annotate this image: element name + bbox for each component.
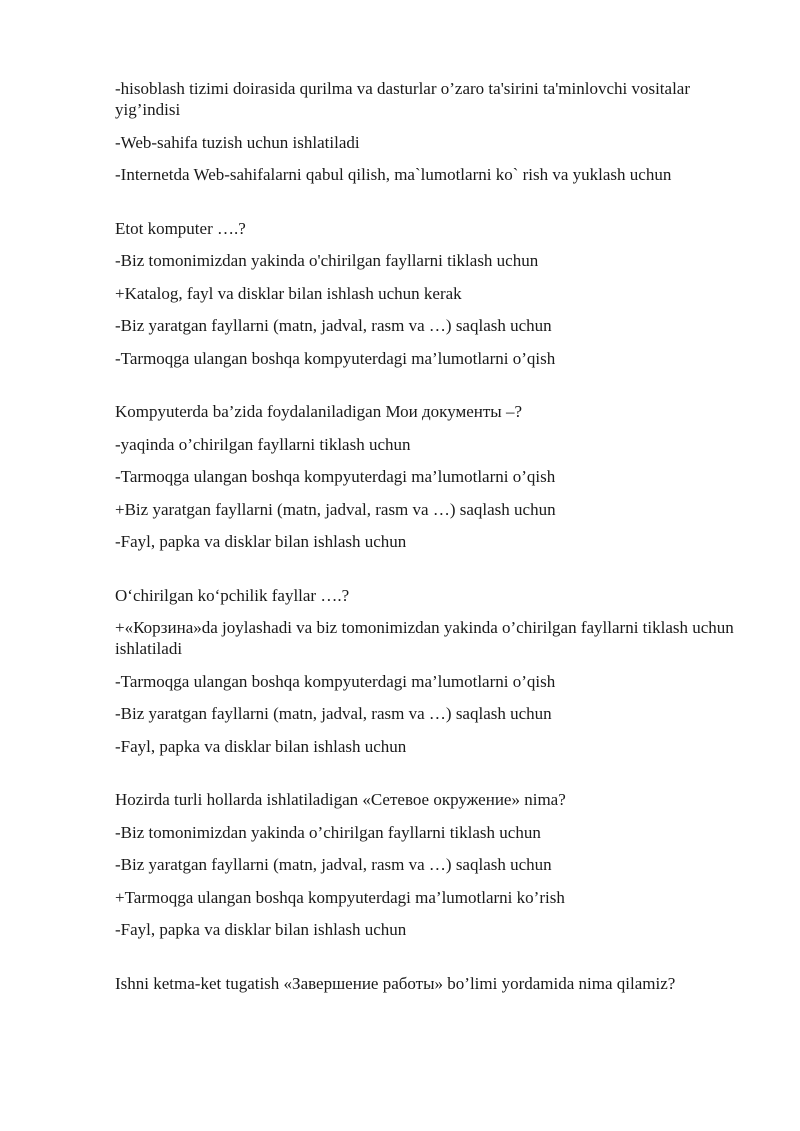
answer-option: -Fayl, papka va disklar bilan ishlash uchun xyxy=(115,736,407,756)
question-text: Etot komputer ….? xyxy=(115,218,246,238)
answer-option: -hisoblash tizimi doirasida qurilma va dasturlar o’zaro ta'sirini ta'minlovchi vositalar yig’indisi xyxy=(115,79,691,119)
question-text: Kompyuterda ba’zida foydalaniladigan Мои документы –? xyxy=(115,402,523,421)
spacer xyxy=(115,564,755,585)
answer-option: -Internetda Web-sahifalarni qabul qilish, ma`lumotlarni ko` rish va yuklash uchun xyxy=(115,165,672,184)
answer-option: -Biz yaratgan fayllarni (matn, jadval, rasm va …) saqlash uchun xyxy=(115,316,552,335)
answer-option: -Biz yaratgan fayllarni (matn, jadval, rasm va …) saqlash uchun xyxy=(115,704,552,723)
answer-option: -Biz tomonimizdan yakinda o'chirilgan fayllarni tiklash uchun xyxy=(115,251,539,270)
answer-option-correct: +«Корзина»da joylashadi va biz tomonimizdan yakinda o’chirilgan fayllarni tiklash uchun ishlatiladi xyxy=(115,618,734,658)
spacer xyxy=(115,952,755,973)
question-text: Ishni ketma-ket tugatish «Завершение работы» bo’limi yordamida nima qilamiz? xyxy=(115,973,676,993)
answer-option: -Tarmoqga ulangan boshqa kompyuterdagi ma’lumotlarni o’qish xyxy=(115,671,556,691)
answer-option-correct: +Katalog, fayl va disklar bilan ishlash uchun kerak xyxy=(115,283,462,303)
spacer xyxy=(115,768,755,789)
answer-option: -Tarmoqga ulangan boshqa kompyuterdagi ma’lumotlarni o’qish xyxy=(115,467,556,486)
spacer xyxy=(115,197,755,218)
answer-option: -Tarmoqga ulangan boshqa kompyuterdagi ma’lumotlarni o’qish xyxy=(115,348,556,368)
answer-option-correct: +Tarmoqga ulangan boshqa kompyuterdagi ma’lumotlarni ko’rish xyxy=(115,887,565,907)
question-text: O‘chirilgan ko‘pchilik fayllar ….? xyxy=(115,585,350,605)
spacer xyxy=(115,380,755,401)
answer-option: -Fayl, papka va disklar bilan ishlash uchun xyxy=(115,532,407,551)
answer-option: -Web-sahifa tuzish uchun ishlatiladi xyxy=(115,132,360,152)
answer-option: -Fayl, papka va disklar bilan ishlash uchun xyxy=(115,920,407,939)
document-content xyxy=(115,78,755,1005)
answer-option: -Biz tomonimizdan yakinda o’chirilgan fayllarni tiklash uchun xyxy=(115,822,541,842)
answer-option: -yaqinda o’chirilgan fayllarni tiklash uchun xyxy=(115,434,411,454)
question-text: Hozirda turli hollarda ishlatiladigan «Сетевое окружение» nima? xyxy=(115,790,566,809)
answer-option-correct: +Biz yaratgan fayllarni (matn, jadval, rasm va …) saqlash uchun xyxy=(115,499,556,519)
answer-option: -Biz yaratgan fayllarni (matn, jadval, rasm va …) saqlash uchun xyxy=(115,855,552,874)
